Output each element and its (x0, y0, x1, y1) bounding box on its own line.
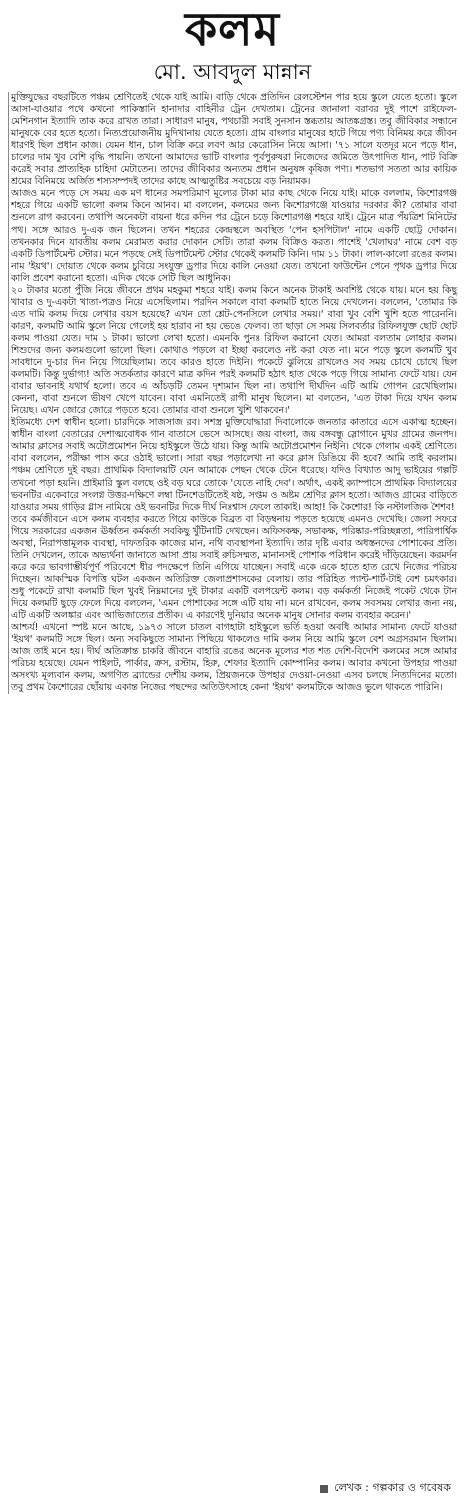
paragraph-5: তবে কর্মজীবনে এসে কলম ব্যবহার করতে গিয়ে কাউকে বিব্রত বা বিড়ম্বনায় পড়তে হয়েছে এমনও দেখেছি। জেলা সফরে গিয়ে সরকারের একজন ঊর্ধ্বতন কর্মকর্তা সবকিছু খুঁটিনাটি দেখছেন। অফিসকক্ষ, সভাকক্ষ, পরিষ্কার-পরিচ্ছন্নতা, পারিপার্শ্বিক অবস্থা, নিরাপত্তামূলক ব্যবস্থা, দাফতরিক কাজের মান, নথি ব্যবস্থাপনা ইত্যাদি। তার দৃষ্টি এবার অধস্তনদের পোশাকের প্রতি। তিনি দেখলেন, তাকে অভ্যর্থনা জানাতে আসা প্রায় সবাই রুচিসম্মত, মানানসই পোশাক পরিধান করেই দাঁড়িয়েছেন। করমর্দন করে করে ভাবগাম্ভীর্যপূর্ণ পরিবেশে ধীর পদক্ষেপে তিনি এগিয়ে যাচ্ছেন। সবাই একে একে হাতে হাত রেখে নিজের পরিচয় দিচ্ছেন। আকস্মিক বিপত্তি ঘটল একজন অতিরিক্ত জেলাপ্রশাসকের বেলায়। তার পরিহিত প্যান্ট-শার্ট-টাই বেশ চমৎকার। শুধু পকেটে রাখা কলমটি ছিল খুবই নিম্নমানের দুই টাকার একটি বলপয়েন্ট কলম। বড় কর্মকর্তা নিজেই পকেট থেকে টান দিয়ে কলমটি ছুড়ে ফেলে দিয়ে বললেন, 'এমন পোশাকের সঙ্গে এটি যায় না। মনে রাখবেন, কলম সবসময় লেখার জন্য নয়, এটি একটি অলঙ্কার এবং আভিজাত্যের প্রতীক। এ কারণেই দুনিয়ার অনেক মানুষ সোনার কলম ব্যবহার করেন।' (8, 514, 457, 622)
paragraph-4: ইতিমধ্যে দেশ স্বাধীন হলো। চারদিকে সাজসাজ রব। সশস্ত্র মুক্তিযোদ্ধারা দিবালোকে জনতার কাতারে এসে একাত্ম হচ্ছেন। স্বাধীন বাংলা বেতারের দেশাত্মবোধক গান বাতাসে ভেসে আসছে। জয় বাংলা, জয় বঙ্গবন্ধু স্লোগানে মুখর গ্রামের জনপদ। আমার ক্লাসের সবাই অটোপ্রমোশন নিয়ে হাইস্কুলে উঠে যায়। কিন্তু আমি অটোপ্রমোশন নিইনি। থেকে গেলাম একই শ্রেণিতে। বাবা বললেন, পরীক্ষা পাস করে ওঠাই ভালো। সারা বছর পড়ালেখা না করে ক্লাস ডিঙিয়ে কী হবে? আমি তাই করলাম। পঞ্চম শ্রেণিতে দুই বছর। প্রাথমিক বিদ্যালয়টি যেন আমাকে পেছন থেকে টেনে ধরেছে। যদিও বিখ্যাত আদু ভাইয়ের গল্পটি তখনো পড়া হয়নি। প্রাইমারি স্কুল বলছে ওই বড় ঘরে তোকে 'যেতে নাহি দেব'। অর্থাৎ, একই ক্যাম্পাসে প্রাথমিক বিদ্যালয়ের ভবনটির একেবারে সংলগ্ন উত্তর-দক্ষিণে লম্বা টিনশেডটিতেই ষষ্ঠ, সপ্তম ও অষ্টম শ্রেণির ক্লাস হতো। আজও গ্রামের বাড়িতে যাওয়ার সময় গাড়ির গ্লাস নামিয়ে ওই ভবনটির দিকে দীর্ঘ নিঃশ্বাস ফেলে তাকাই। আহা! কি কৈশোর! কি নস্টালজিক শৈশব! (8, 417, 457, 513)
article-page (0, 2, 465, 1508)
paragraph-1: মুক্তিযুদ্ধের বছরটিতে পঞ্চম শ্রেণিতেই থেকে যাই আমি। বাড়ি থেকে প্রতিদিন রেলস্টেশন পার হয়ে স্কুলে যেতে হতো। স্কুলে আসা-যাওয়ার পথে কখনো পাকিস্তানি হানাদার বাহিনীর ট্রেন দেখতাম। ট্রেনের জানালা বরাবর দুই পাশে রাইফেল-মেশিনগান ইত্যাদি তাক করে রাখত তারা। সাধারণ মানুষ, পথচারী সবাই সুনসান স্তব্ধতায় আতঙ্কগ্রস্ত। তবু জীবিকার সন্ধানে মানুষকে বের হতে হতো। নিত্যপ্রয়োজনীয় মুদিখানায় যেতে হতো। গ্রাম বাংলার মানুষের হাটে গিয়ে পণ্য বিনিময় করে জীবন ধারণই ছিল প্রধান কাজ। যেমন ধান, চাল বিক্রি করে লবণ আর কেরোসিন নিয়ে আসা। '৭১ সালে যতদূর মনে পড়ে ধান, চালের দাম খুব বেশি বৃদ্ধি পায়নি। তখনো আমাদের ভাটি বাংলার পূর্বপুরুষরা নিজেদের জমিতে উৎপাদিত ধান, পাট বিক্রি করেই সবার প্রাত্যহিক চাহিদা মেটাতেন। তাদের জীবিকার অন্যতম প্রধান অনুষঙ্গ কৃষিজ পণ্য। শতভাগ সততা আর কায়িক শ্রমের বিনিময়ে অর্জিত শস্যসম্পদই তাদের কাছে আত্মতুষ্টির সবচেয়ে বড় নিয়ামক। (8, 92, 457, 188)
article-author: মো. আবদুল মান্নান (153, 60, 312, 84)
paragraph-2: আজও মনে পড়ে সে সময় এক মণ ধানের সমপরিমাণ মূল্যের টাকা মার কাছ থেকে নিয়ে যাই। মাকে বললাম, কিশোরগঞ্জ শহরে গিয়ে একটি ভালো কলম কিনে আনব। মা বললেন, কলমের জন্য কিশোরগঞ্জে যাওয়ার দরকার কী? তোমার বাবা শুনলে রাগ করবেন। তথাপি অনেকটা বায়না ধরে কদিন পর ট্রেনে চড়ে কিশোরগঞ্জ শহরে যাই। ট্রেনে মাত্র পঁয়ত্রিশ মিনিটের পথ। সঙ্গে আরও দু-এক জন ছিলেন। তখন শহরের কেন্দ্রস্থলে অবস্থিত 'পেন হসপিটাল' নামে একটি ছোট্ট দোকান। তখনকার দিনে যাবতীয় কলম মেরামত করার দোকান সেটি। তারা কলম বিক্রিও করত। পাশেই 'খেলাঘর' নামে বেশ বড় একটি ডিপার্টমেন্ট স্টোর। মনে পড়ছে সেই ডিপার্টমেন্ট স্টোর থেকেই কলমটি কিনি। দাম ১১ টাকা। লাল-কালো রঙের কলম। নাম 'ইয়থ'। দোয়াত থেকে কলম চুবিয়ে সংযুক্ত ড্রপার দিয়ে কালি নেওয়া যেত। তখনো ফাউন্টেন পেনে পৃথক ড্রপার দিয়ে কালি প্রবেশ করানো হতো। এদিক থেকে সেটি ছিল আধুনিক। (8, 188, 457, 284)
article-title: কলম (184, 2, 280, 56)
byline-text: লেখক : গল্পকার ও গবেষক (334, 1481, 451, 1494)
paragraph-3: ২০ টাকার মতো পুঁজি নিয়ে জীবনে প্রথম মহকুমা শহরে যাই। কলম কিনে অনেক টাকাই অবশিষ্ট থেকে যায়। মনে হয় কিছু খাবার ও দু-একটা খাতা-পত্রও নিয়ে এসেছিলাম। পরদিন সকালে বাবা কলমটি হাতে নিয়ে দেখলেন। বললেন, 'তোমার কি এত দামি কলম দিয়ে লেখার বয়স হয়েছে? এখন তো শ্লেট-পেনসিলে লেখার সময়।' বাবা খুব বেশি খুশি হতে পারেননি। কারণ, কলমটি আমি স্কুলে নিয়ে গেলেই হয় হারাব না হয় ভেঙে ফেলব। তা ছাড়া সে সময় সিলবর্তার রিফিলযুক্ত ছোট ছোট কলম পাওয়া যেত। দাম ১ টাকা। ভালো লেখা হতো। এমনকি পুনঃ রিফিল করানো যেত। আমরা বলতাম লোহার কলম। শিশুদের জন্য কলমগুলো ভালো ছিল। কোথাও পড়লে বা ইচ্ছা করলেও নষ্ট করা যেত না। মনে পড়ে স্কুলে কলমটি খুব সাবধানে দু-চার দিন নিয়ে গিয়েছিলাম। তবে কারও হাতে দিইনি। পকেটে ঝুলিয়ে রাখলেও সব সময় চোখে চোখে ছিল কলমটি। কিন্তু দুর্ভাগ্য! অতি সতর্কতার কারণে মাত্র কদিন পরই কলমটি হঠাৎ হাত থেকে পড়ে গিয়ে সামান্য ফেটে যায়। যেন বাবার ভাবনাই যথার্থ হলো। তবে এ আঁচড়টি তেমন দৃশ্যমান ছিল না। তথাপি দীর্ঘদিন এটি আমি গোপন রেখেছিলাম। কেননা, বাবা শুনলে ভীষণ খেপে যাবেন। বাবা এমনিতেই রাগী মানুষ ছিলেন। মা বলতেন, 'এত টাকা দিয়ে যখন কলম নিয়েছ। এখন জোরে জোরে পড়তে হবে। তোমার বাবা শুনলে খুশি থাকবেন।' (8, 285, 457, 418)
article-body (8, 92, 457, 694)
paragraph-6: আশ্চর্য! এখনো স্পষ্ট মনে আছে, ১৯৭৩ সালে চাতল বাগহাটা হাইস্কুলে ভর্তি হওয়া অবধি আমার সামান্য ফেটে যাওয়া 'ইয়থ' কলমটি সঙ্গে ছিল। অন্য সবকিছুতে সামান্য পিছিয়ে থাকলেও দামি কলম নিয়ে আমি স্কুলে বেশ অগ্রসরমান ছিলাম। আজ তাই মনে হয়। দীর্ঘ অতিক্রান্ত চাকরি জীবনে বাহারি রঙের অনেক মূল্যের শত শত দেশি-বিদেশি কলমের সঙ্গে আমার পরিচয় হয়েছে। যেমন পাইলট, পার্কার, ক্রস, রস্টাম, হিরু, শেফার ইত্যাদি কোম্পানির কলম। আবার কখনো উপহার পাওয়া অসংখ্য মূল্যবান কলম, অগণিত ব্র্যান্ডের দেশীয় কলম, প্রিয়জনকে উপহার দেওয়া-নেওয়া এসব চলছে নিত্যদিনের মতো। তবু প্রথম কৈশোরের ছোঁয়ায় একান্ত নিজের পছন্দের অতিউৎসাহে কেনা 'ইয়থ' কলমটিকে আজও ভুলে থাকতে পারিনি। (8, 622, 457, 694)
square-bullet-icon (320, 1485, 328, 1493)
article-byline (320, 1479, 451, 1498)
